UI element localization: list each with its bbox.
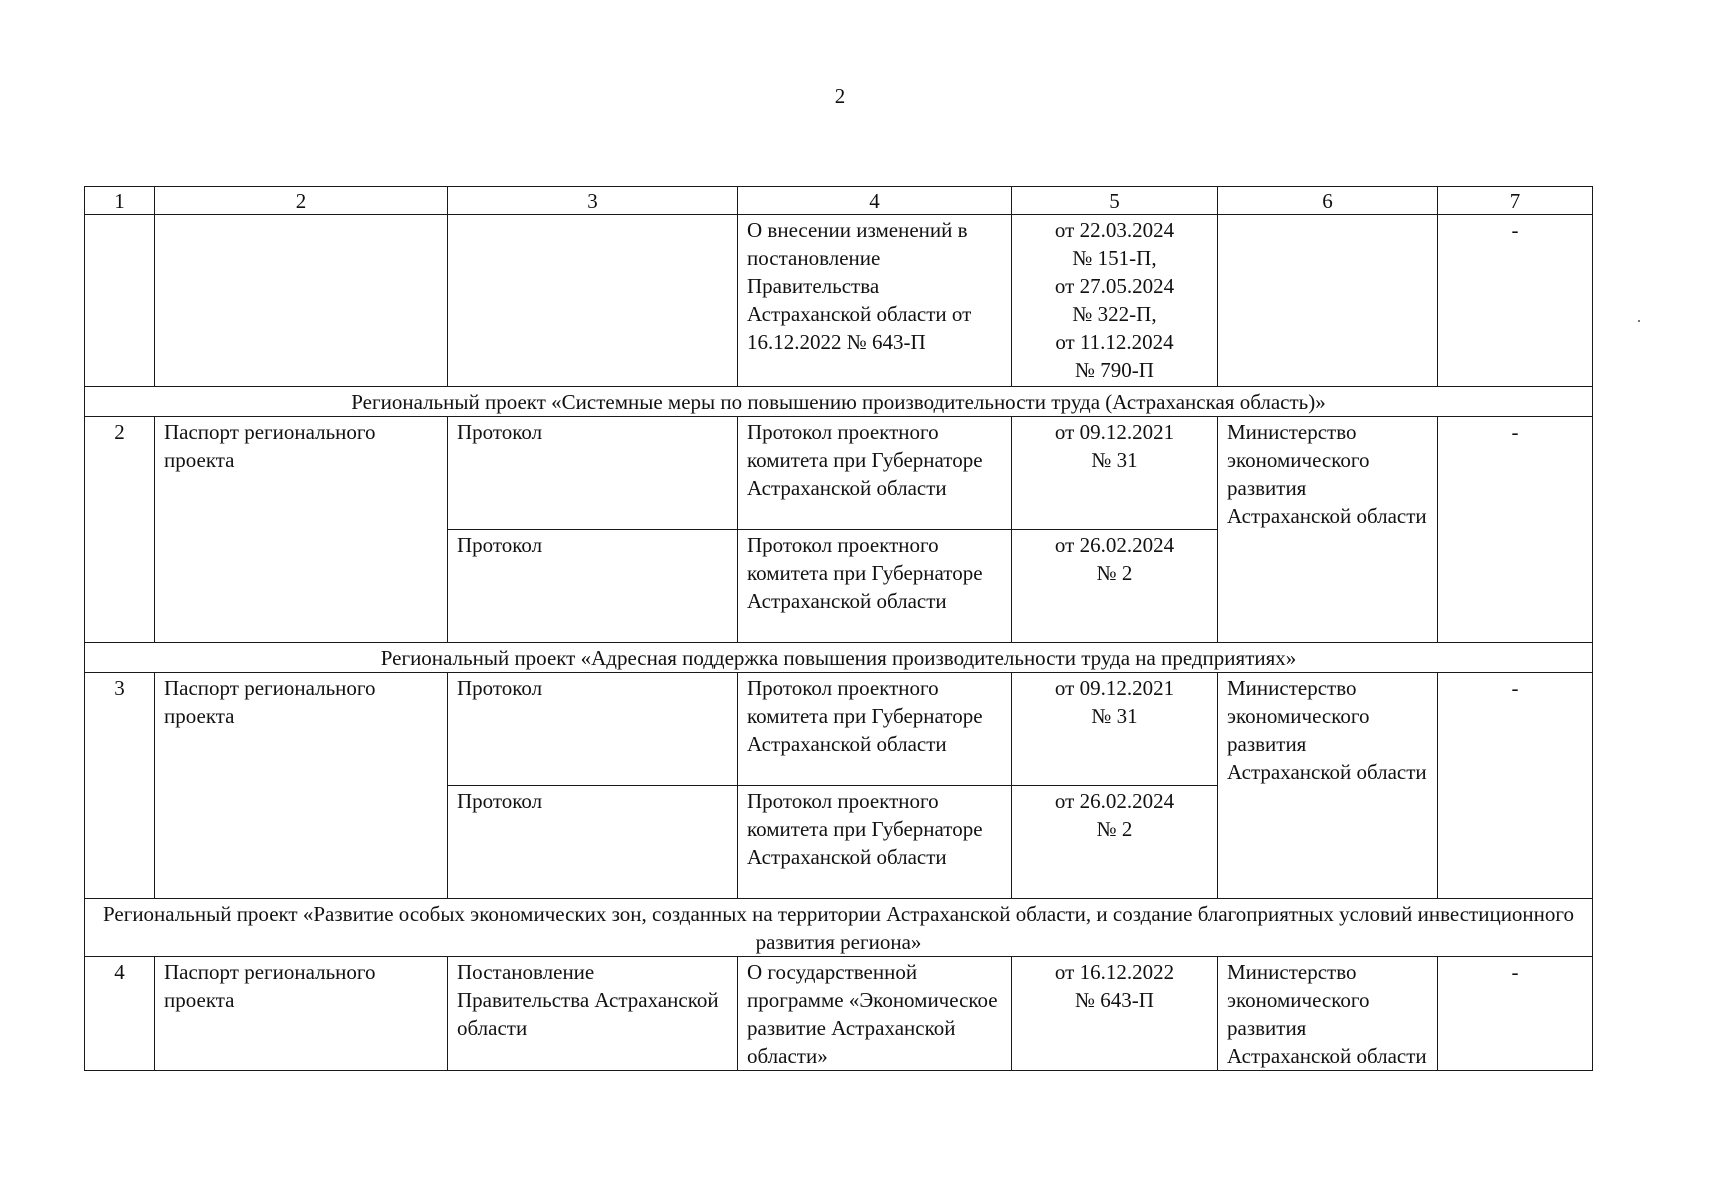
date-line: от 09.12.2021 — [1054, 420, 1175, 444]
cell-responsible-body: Министерство экономического развития Астраханской области — [1218, 417, 1438, 643]
cell-document-kind: Постановление Правительства Астраханской области — [448, 957, 738, 1071]
cell-row-number: 2 — [85, 417, 155, 643]
date-line: от 26.02.2024 — [1054, 789, 1175, 813]
cell-empty — [85, 215, 155, 387]
number-line: № 2 — [1096, 817, 1133, 841]
cell-document-title: О внесении изменений в постановление Правительства Астраханской области от 16.12.2022 № 643-П — [738, 215, 1012, 387]
cell-note: - — [1438, 673, 1593, 899]
col-header-6: 6 — [1218, 187, 1438, 215]
number-line: № 2 — [1096, 561, 1133, 585]
cell-document-title: О государственной программе «Экономическое развитие Астраханской области» — [738, 957, 1012, 1071]
table-row — [85, 417, 1593, 530]
number-line: № 322-П, — [1072, 302, 1157, 326]
section-heading-row — [85, 643, 1593, 673]
number-line: № 151-П, — [1072, 246, 1157, 270]
scan-speck — [1638, 320, 1640, 322]
cell-empty — [1218, 215, 1438, 387]
cell-empty — [155, 215, 448, 387]
cell-document-kind: Протокол — [448, 673, 738, 786]
table-row — [85, 673, 1593, 786]
col-header-7: 7 — [1438, 187, 1593, 215]
cell-document-title: Протокол проектного комитета при Губернаторе Астраханской области — [738, 417, 1012, 530]
cell-note: - — [1438, 215, 1593, 387]
section-heading: Региональный проект «Развитие особых экономических зон, созданных на территории Астраханской области, и создание благоприятных условий инвестиционного развития региона» — [85, 899, 1593, 957]
section-heading: Региональный проект «Адресная поддержка повышения производительности труда на предприятиях» — [85, 643, 1593, 673]
number-line: № 31 — [1091, 448, 1138, 472]
cell-note: - — [1438, 957, 1593, 1071]
cell-document-title: Протокол проектного комитета при Губернаторе Астраханской области — [738, 530, 1012, 643]
registry-table — [84, 186, 1593, 1071]
cell-document-kind: Протокол — [448, 417, 738, 530]
cell-document-title: Протокол проектного комитета при Губернаторе Астраханской области — [738, 673, 1012, 786]
cell-responsible-body: Министерство экономического развития Астраханской области — [1218, 957, 1438, 1071]
col-header-4: 4 — [738, 187, 1012, 215]
column-number-row — [85, 187, 1593, 215]
cell-document-type: Паспорт регионального проекта — [155, 673, 448, 899]
cell-responsible-body: Министерство экономического развития Астраханской области — [1218, 673, 1438, 899]
cell-date-number — [1012, 530, 1218, 643]
page-number: 2 — [834, 84, 846, 108]
cell-document-type: Паспорт регионального проекта — [155, 417, 448, 643]
col-header-5: 5 — [1012, 187, 1218, 215]
col-header-3: 3 — [448, 187, 738, 215]
number-line: № 790-П — [1075, 358, 1154, 382]
date-line: от 26.02.2024 — [1054, 533, 1175, 557]
number-line: № 643-П — [1075, 988, 1154, 1012]
cell-document-kind: Протокол — [448, 786, 738, 899]
date-line: от 11.12.2024 — [1055, 330, 1174, 354]
table-row — [85, 957, 1593, 1071]
cell-document-kind: Протокол — [448, 530, 738, 643]
date-line: от 27.05.2024 — [1054, 274, 1175, 298]
cell-document-title: Протокол проектного комитета при Губернаторе Астраханской области — [738, 786, 1012, 899]
cell-row-number: 4 — [85, 957, 155, 1071]
cell-row-number: 3 — [85, 673, 155, 899]
section-heading-row — [85, 387, 1593, 417]
section-heading: Региональный проект «Системные меры по повышению производительности труда (Астраханская область)» — [85, 387, 1593, 417]
cell-date-number — [1012, 417, 1218, 530]
cell-document-type: Паспорт регионального проекта — [155, 957, 448, 1071]
date-line: от 16.12.2022 — [1054, 960, 1175, 984]
date-line: от 09.12.2021 — [1054, 676, 1175, 700]
cell-date-number — [1012, 786, 1218, 899]
date-line: от 22.03.2024 — [1054, 218, 1175, 242]
col-header-1: 1 — [85, 187, 155, 215]
col-header-2: 2 — [155, 187, 448, 215]
cell-note: - — [1438, 417, 1593, 643]
cell-empty — [448, 215, 738, 387]
cell-date-number — [1012, 673, 1218, 786]
cell-date-number — [1012, 215, 1218, 387]
cell-date-number — [1012, 957, 1218, 1071]
table-row-1-continuation — [85, 215, 1593, 387]
number-line: № 31 — [1091, 704, 1138, 728]
section-heading-row — [85, 899, 1593, 957]
